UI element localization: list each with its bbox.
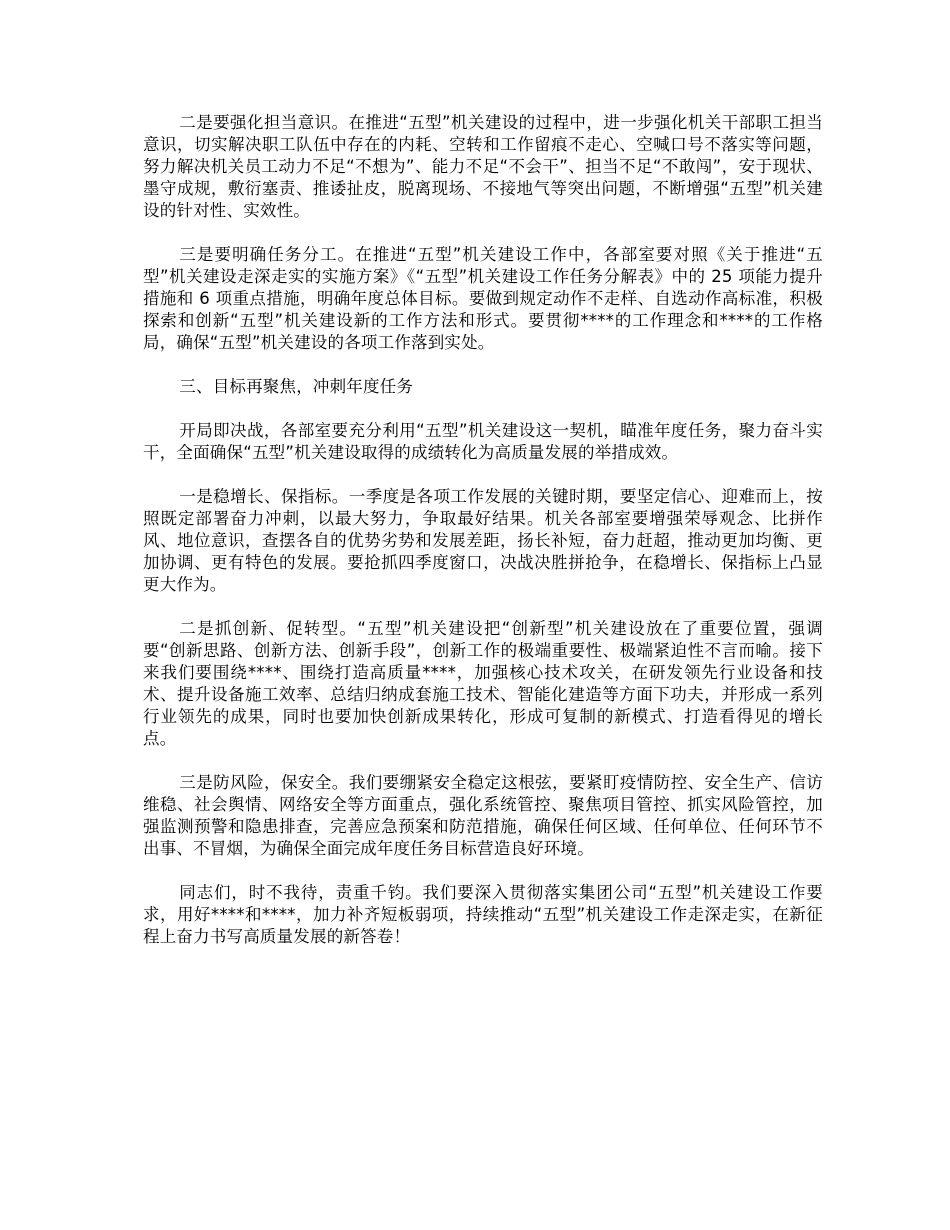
section-heading: 三、目标再聚焦，冲刺年度任务 <box>179 377 414 396</box>
paragraph-closing: 同志们，时不我待，责重千钧。我们要深入贯彻落实集团公司“五型”机关建设工作要求，用好****和****，加力补齐短板弱项，持续推动“五型”机关建设工作走深走实，在新征程上奋力书写高质量发展的新答卷！ <box>143 883 823 946</box>
paragraph-stable-growth: 一是稳增长、保指标。一季度是各项工作发展的关键时期，要坚定信心、迎难而上，按照既定部署奋力冲刺，以最大努力，争取最好结果。机关各部室要增强荣辱观念、比拼作风、地位意识，查摆各自的优势劣势和发展差距，扬长补短，奋力赶超，推动更加均衡、更加协调、更有特色的发展。要抢抓四季度窗口，决战决胜拼抢争，在稳增长、保指标上凸显更大作为。 <box>143 487 823 594</box>
paragraph-responsibility: 二是要强化担当意识。在推进“五型”机关建设的过程中，进一步强化机关干部职工担当意识，切实解决职工队伍中存在的内耗、空转和工作留痕不走心、空喊口号不落实等问题，努力解决机关员工动力不足“不想为”、能力不足“不会干”、担当不足“不敢闯”，安于现状、墨守成规，敷衍塞责、推诿扯皮，脱离现场、不接地气等突出问题，不断增强“五型”机关建设的针对性、实效性。 <box>143 113 823 220</box>
paragraph-innovation: 二是抓创新、促转型。“五型”机关建设把“创新型”机关建设放在了重要位置，强调要“创新思路、创新方法、创新手段”，创新工作的极端重要性、极端紧迫性不言而喻。接下来我们要围绕****、围绕打造高质量****，加强核心技术攻关，在研发领先行业设备和技术、提升设备施工效率、总结归纳成套施工技术、智能化建造等方面下功夫，并形成一系列行业领先的成果，同时也要加快创新成果转化，形成可复制的新模式、打造看得见的增长点。 <box>143 619 823 748</box>
paragraph-section-intro: 开局即决战，各部室要充分利用“五型”机关建设这一契机，瞄准年度任务，聚力奋斗实干，全面确保“五型”机关建设取得的成绩转化为高质量发展的举措成效。 <box>143 421 823 462</box>
paragraph-task-division: 三是要明确任务分工。在推进“五型”机关建设工作中，各部室要对照《关于推进“五型”机关建设走深走实的实施方案》《“五型”机关建设工作任务分解表》中的 25 项能力提升措施和 6 项重点措施，明确年度总体目标。要做到规定动作不走样、自选动作高标准，积极探索和创新“五型”机关建设新的工作方法和形式。要贯彻****的工作理念和****的工作格局，确保“五型”机关建设的各项工作落到实处。 <box>143 245 823 352</box>
paragraph-risk-prevention: 三是防风险，保安全。我们要绷紧安全稳定这根弦，要紧盯疫情防控、安全生产、信访维稳、社会舆情、网络安全等方面重点，强化系统管控、聚焦项目管控、抓实风险管控，加强监测预警和隐患排查，完善应急预案和防范措施，确保任何区域、任何单位、任何环节不出事、不冒烟，为确保全面完成年度任务目标营造良好环境。 <box>143 773 823 858</box>
document-body <box>143 112 823 970</box>
